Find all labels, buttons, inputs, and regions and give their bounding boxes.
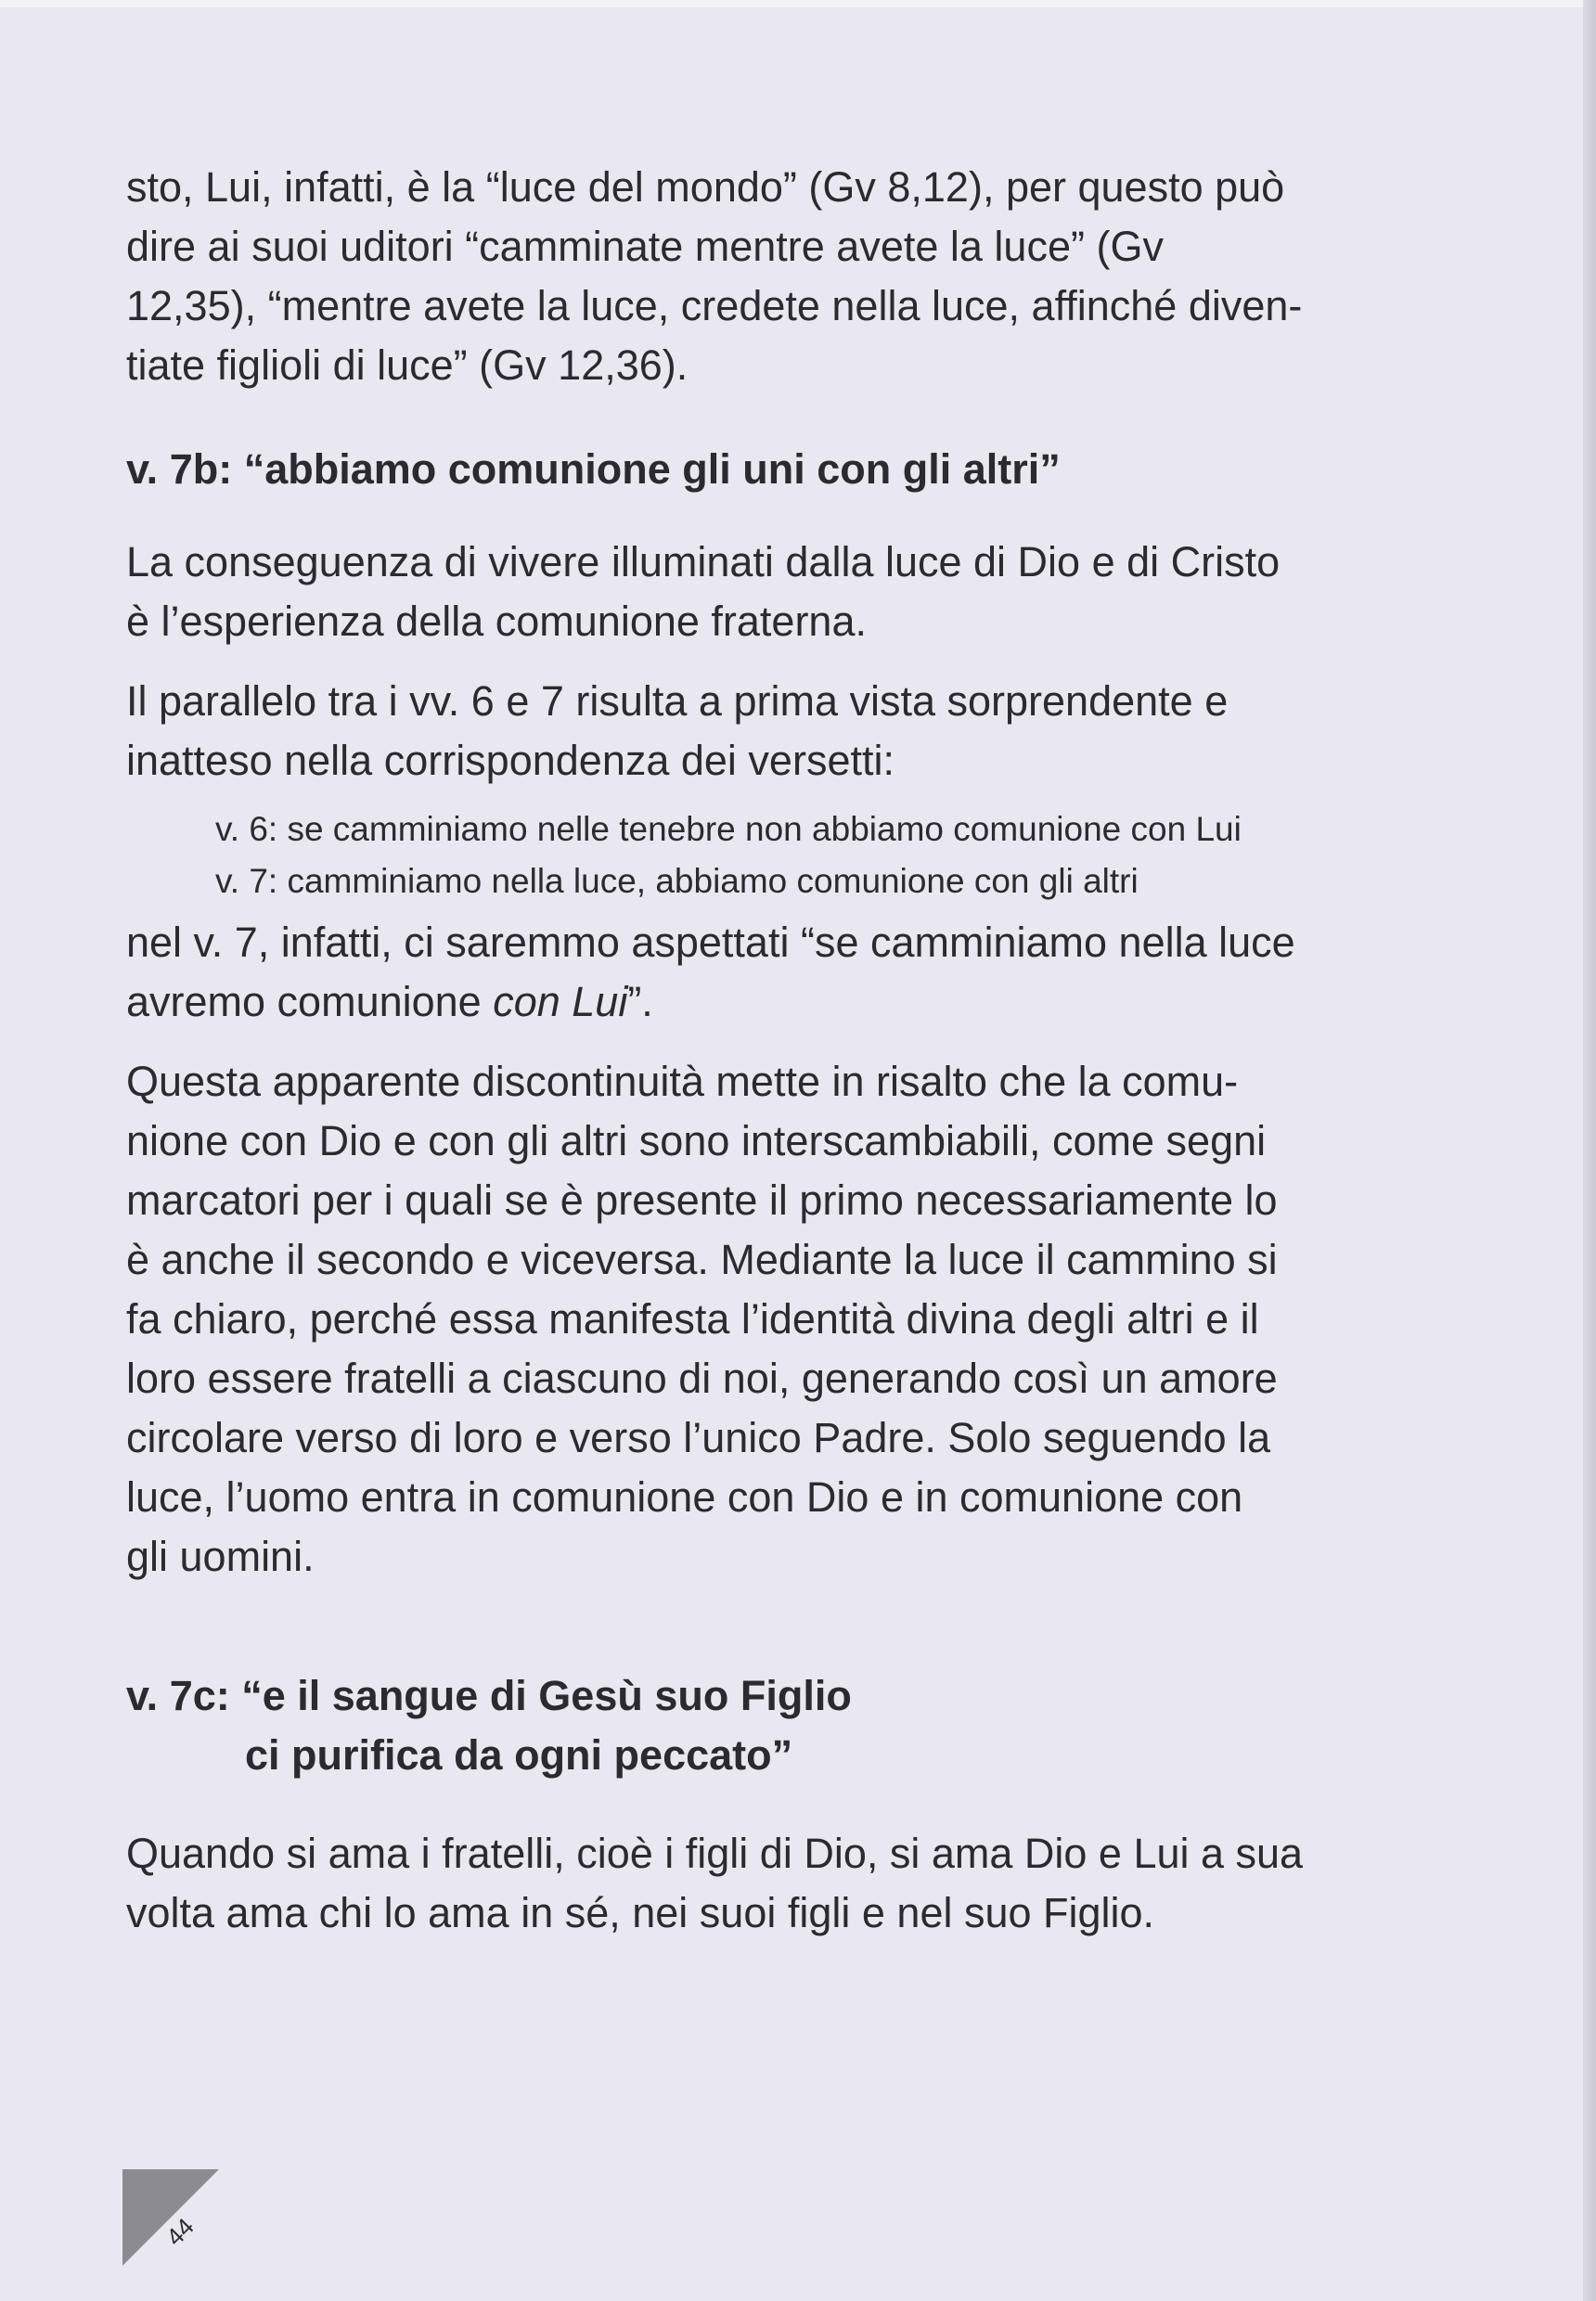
text-line: Questa apparente discontinuità mette in risalto che la comu- bbox=[126, 1058, 1239, 1105]
text-line: La conseguenza di vivere illuminati dalla luce di Dio e di Cristo bbox=[126, 538, 1281, 585]
paragraph-expected bbox=[126, 913, 1425, 1032]
page-corner-mark bbox=[122, 2169, 219, 2266]
paragraph-parallel bbox=[126, 672, 1425, 791]
page-content bbox=[126, 158, 1425, 1943]
verse-comparison bbox=[126, 803, 1425, 907]
heading-line: ci purifica da ogni peccato” bbox=[245, 1731, 793, 1779]
page-number: 44 bbox=[161, 2212, 200, 2252]
text-line: è anche il secondo e viceversa. Mediante la luce il cammino si bbox=[126, 1236, 1278, 1283]
text-line: dire ai suoi uditori “camminate mentre avete la luce” (Gv bbox=[126, 223, 1164, 270]
page-top-edge bbox=[0, 0, 1596, 7]
text-line: tiate figlioli di luce” (Gv 12,36). bbox=[126, 341, 689, 389]
text-line bbox=[126, 972, 1425, 1032]
heading-verse-7b: v. 7b: “abbiamo comunione gli uni con gli altri” bbox=[126, 445, 1061, 493]
verse-v6-line: v. 6: se camminiamo nelle tenebre non abbiamo comunione con Lui bbox=[215, 810, 1242, 848]
text-line: Il parallelo tra i vv. 6 e 7 risulta a prima vista sorprendente e bbox=[126, 677, 1229, 725]
text-line: sto, Lui, infatti, è la “luce del mondo” (Gv 8,12), per questo può bbox=[126, 163, 1285, 211]
paragraph-love bbox=[126, 1824, 1425, 1943]
text-span: avremo comunione bbox=[126, 978, 494, 1025]
text-line: inatteso nella corrispondenza dei versetti: bbox=[126, 737, 895, 784]
heading-verse-7c bbox=[126, 1666, 1425, 1785]
corner-triangle-icon bbox=[122, 2169, 219, 2266]
text-line: nel v. 7, infatti, ci saremmo aspettati “se camminiamo nella luce bbox=[126, 919, 1295, 966]
text-line: nione con Dio e con gli altri sono interscambiabili, come segni bbox=[126, 1117, 1267, 1164]
text-line: luce, l’uomo entra in comunione con Dio e in comunione con bbox=[126, 1473, 1243, 1521]
text-line: gli uomini. bbox=[126, 1533, 315, 1580]
text-line: 12,35), “mentre avete la luce, credete nella luce, affinché diven- bbox=[126, 282, 1303, 329]
text-line: è l’esperienza della comunione fraterna. bbox=[126, 598, 867, 645]
page-right-edge bbox=[1583, 0, 1596, 2301]
text-line: marcatori per i quali se è presente il primo necessariamente lo bbox=[126, 1176, 1278, 1224]
text-line: loro essere fratelli a ciascuno di noi, generando così un amore bbox=[126, 1355, 1278, 1402]
text-line: Quando si ama i fratelli, cioè i figli di Dio, si ama Dio e Lui a sua bbox=[126, 1830, 1304, 1877]
text-line: volta ama chi lo ama in sé, nei suoi figli e nel suo Figlio. bbox=[126, 1889, 1155, 1936]
text-span: ”. bbox=[627, 978, 653, 1025]
heading-line: v. 7c: “e il sangue di Gesù suo Figlio bbox=[126, 1672, 852, 1719]
text-line: fa chiaro, perché essa manifesta l’identità divina degli altri e il bbox=[126, 1295, 1259, 1343]
verse-v7-line: v. 7: camminiamo nella luce, abbiamo comunione con gli altri bbox=[215, 862, 1139, 900]
italic-text: con Lui bbox=[493, 978, 628, 1025]
text-line: circolare verso di loro e verso l’unico Padre. Solo seguendo la bbox=[126, 1414, 1271, 1461]
paragraph-intro bbox=[126, 158, 1425, 395]
paragraph-discontinuity bbox=[126, 1052, 1425, 1587]
paragraph-consequence bbox=[126, 533, 1425, 651]
